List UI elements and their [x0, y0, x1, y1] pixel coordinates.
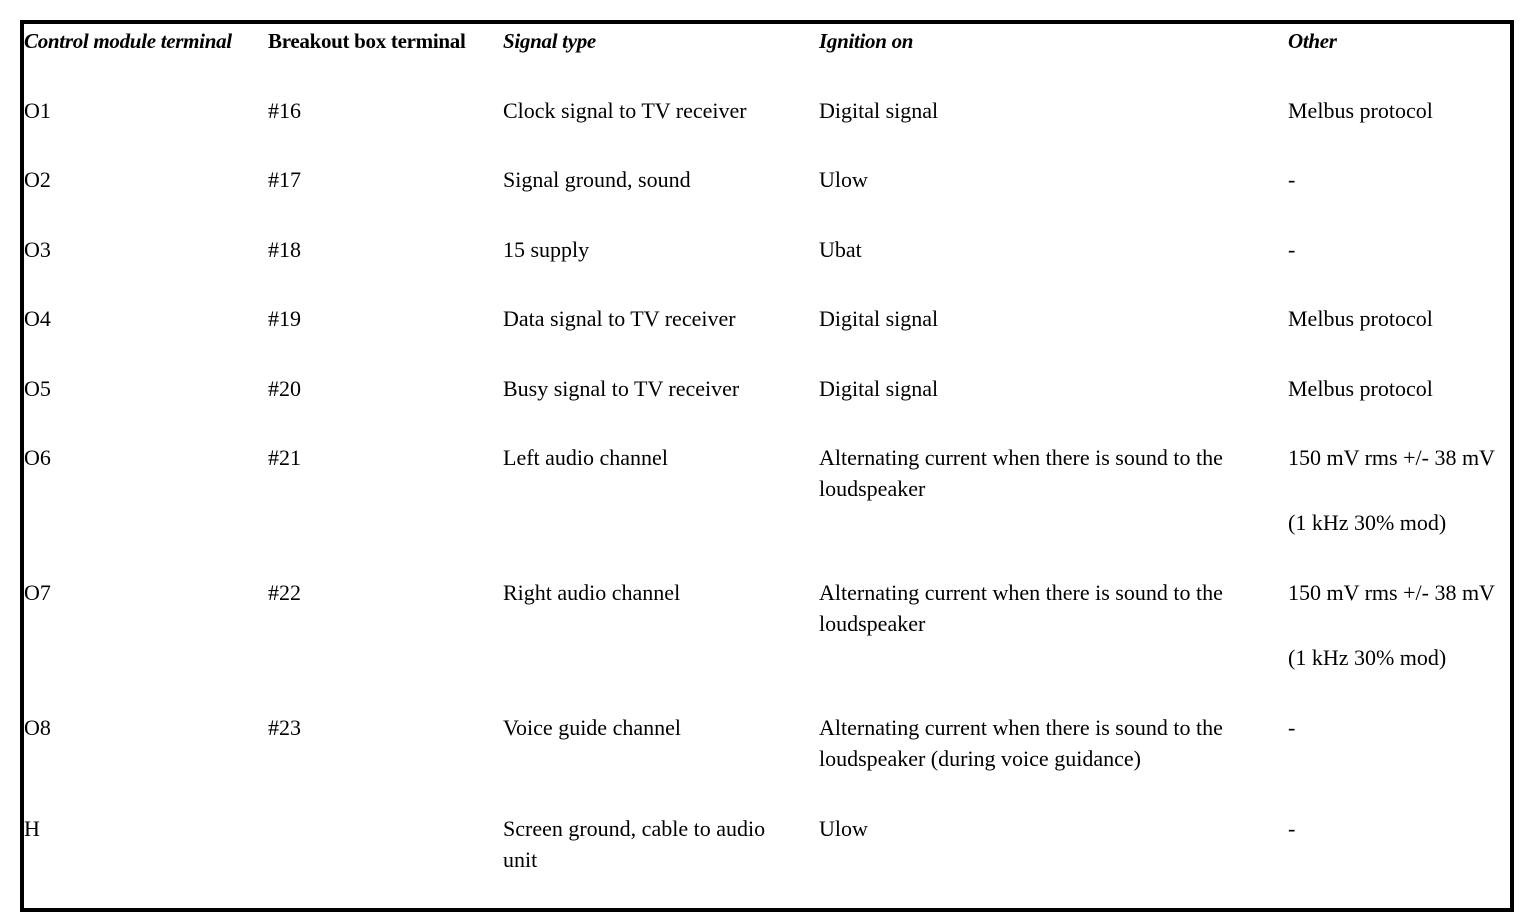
cell-signal-type: Busy signal to TV receiver: [503, 376, 740, 401]
cell-other: -: [1288, 237, 1296, 262]
cell-other: -: [1288, 816, 1296, 841]
cell-terminal: H: [24, 816, 40, 841]
cell-other: 150 mV rms +/- 38 mV: [1288, 445, 1495, 470]
cell-breakout: #22: [268, 580, 301, 605]
cell-signal-type: 15 supply: [503, 237, 590, 262]
cell-terminal: O7: [24, 580, 51, 605]
cell-ignition-on: Alternating current when there is sound to the loudspeaker: [819, 580, 1223, 636]
header-control-module-terminal: Control module terminal: [24, 29, 232, 53]
cell-breakout: #18: [268, 237, 301, 262]
cell-signal-type: Right audio channel: [503, 580, 681, 605]
cell-breakout: #20: [268, 376, 301, 401]
cell-ignition-on: Alternating current when there is sound to the loudspeaker: [819, 445, 1223, 501]
cell-signal-type: Clock signal to TV receiver: [503, 98, 747, 123]
cell-terminal: O1: [24, 98, 51, 123]
cell-ignition-on: Ubat: [819, 237, 862, 262]
cell-other: 150 mV rms +/- 38 mV: [1288, 580, 1495, 605]
cell-terminal: O8: [24, 715, 51, 740]
cell-terminal: O3: [24, 237, 51, 262]
header-breakout-box-terminal: Breakout box terminal: [268, 29, 466, 53]
cell-breakout: #21: [268, 445, 301, 470]
header-ignition-on: Ignition on: [819, 29, 914, 53]
cell-signal-type: Left audio channel: [503, 445, 668, 470]
cell-other-note: (1 kHz 30% mod): [1288, 645, 1447, 670]
cell-breakout: #16: [268, 98, 301, 123]
cell-terminal: O6: [24, 445, 51, 470]
cell-other-note: (1 kHz 30% mod): [1288, 510, 1447, 535]
header-signal-type: Signal type: [503, 29, 596, 53]
cell-ignition-on: Digital signal: [819, 376, 939, 401]
cell-ignition-on: Digital signal: [819, 306, 939, 331]
cell-other: Melbus protocol: [1288, 98, 1433, 123]
cell-signal-type: Signal ground, sound: [503, 167, 691, 192]
cell-other: Melbus protocol: [1288, 306, 1433, 331]
cell-signal-type: Data signal to TV receiver: [503, 306, 736, 331]
cell-other: -: [1288, 167, 1296, 192]
cell-signal-type: Voice guide channel: [503, 715, 681, 740]
cell-ignition-on: Digital signal: [819, 98, 939, 123]
cell-other: Melbus protocol: [1288, 376, 1433, 401]
cell-terminal: O4: [24, 306, 51, 331]
cell-breakout: #17: [268, 167, 301, 192]
cell-terminal: O2: [24, 167, 51, 192]
cell-terminal: O5: [24, 376, 51, 401]
cell-ignition-on: Ulow: [819, 816, 868, 841]
cell-ignition-on: Ulow: [819, 167, 868, 192]
cell-breakout: #19: [268, 306, 301, 331]
cell-ignition-on: Alternating current when there is sound to the loudspeaker (during voice guidance): [819, 715, 1223, 771]
cell-other: -: [1288, 715, 1296, 740]
cell-signal-type: Screen ground, cable to audio unit: [503, 816, 766, 872]
header-other: Other: [1288, 29, 1337, 53]
cell-breakout: #23: [268, 715, 301, 740]
